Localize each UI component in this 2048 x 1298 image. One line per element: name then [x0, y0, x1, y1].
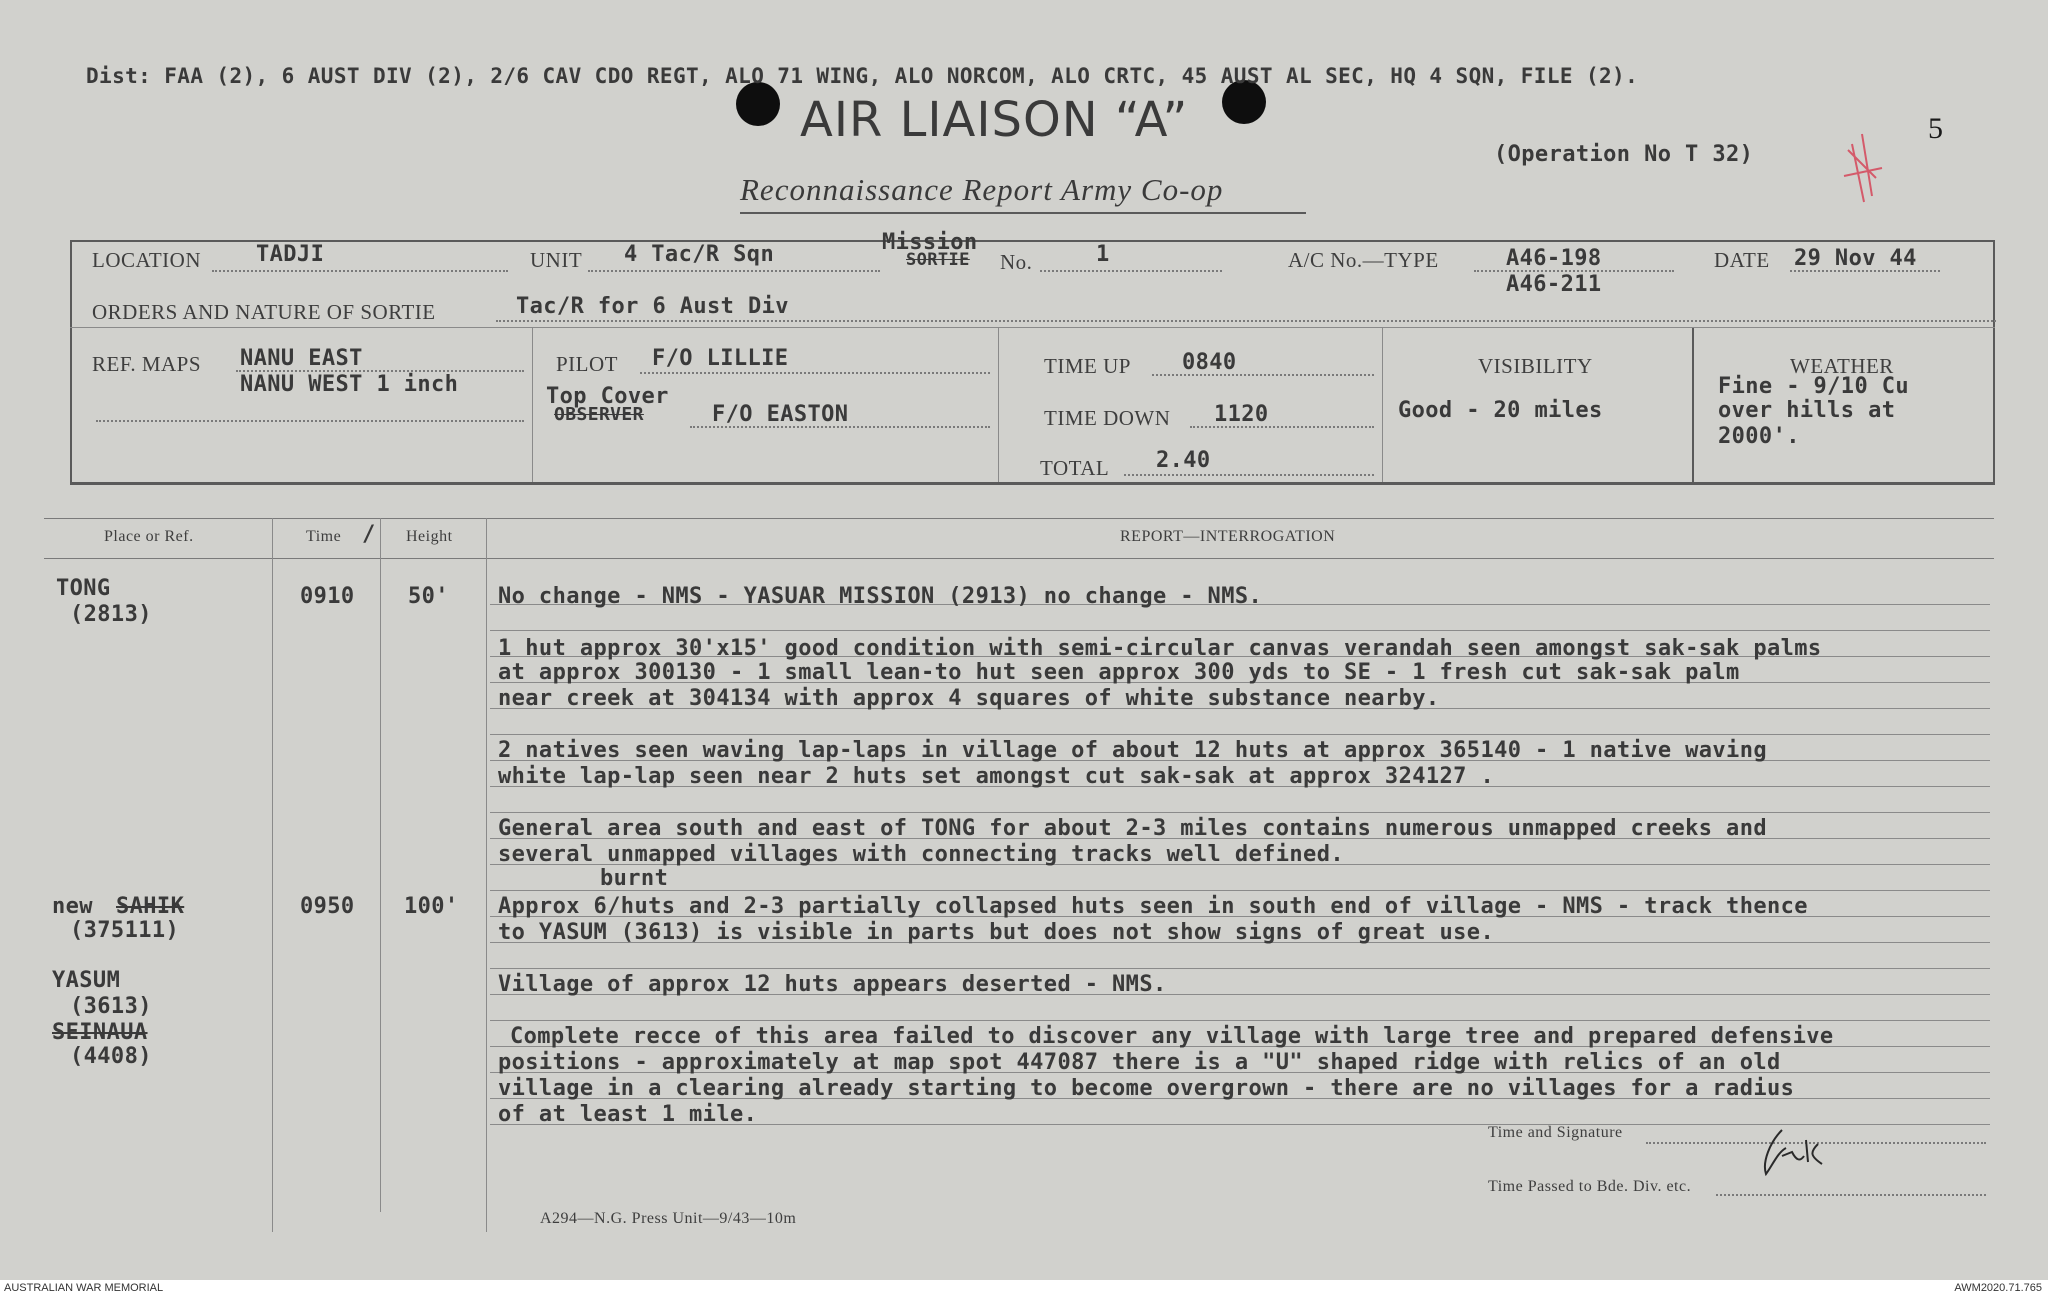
- ac-number-2: A46-211: [1506, 272, 1602, 297]
- header-col-4: [1692, 328, 1694, 482]
- location-label: LOCATION: [92, 248, 201, 272]
- report-line: near creek at 304134 with approx 4 squares of white substance nearby.: [498, 686, 1440, 711]
- weather-2: over hills at: [1718, 398, 1896, 423]
- date-value: 29 Nov 44: [1794, 246, 1917, 271]
- mission-no-label: No.: [1000, 250, 1033, 274]
- weather-3: 2000'.: [1718, 424, 1800, 449]
- report-insert-word: burnt: [600, 866, 669, 891]
- report-line: positions - approximately at map spot 447087 there is a "U" shaped ridge with relics of an old: [498, 1050, 1781, 1075]
- archive-footer: [0, 1280, 2048, 1298]
- unit-label: UNIT: [530, 248, 583, 272]
- col-place-header: Place or Ref.: [104, 528, 194, 545]
- orders-label: ORDERS AND NATURE OF SORTIE: [92, 300, 436, 324]
- report-rule: [490, 968, 1990, 969]
- place-name: TONG: [56, 576, 111, 601]
- report-line: several unmapped villages with connecting tracks well defined.: [498, 842, 1344, 867]
- header-box-top: [70, 240, 1995, 242]
- ref-maps-label: REF. MAPS: [92, 352, 202, 376]
- punch-hole-left: [736, 82, 780, 126]
- ref-maps-line-2: [96, 420, 524, 422]
- weather-1: Fine - 9/10 Cu: [1718, 374, 1910, 399]
- place-height: 100': [404, 894, 459, 919]
- body-col-place: [272, 518, 273, 1232]
- header-box-left: [70, 240, 72, 484]
- footer-right: AWM2020.71.765: [1954, 1282, 2042, 1294]
- report-line: Village of approx 12 huts appears deserted - NMS.: [498, 972, 1167, 997]
- ac-number-1: A46-198: [1506, 246, 1602, 271]
- place-ref: (375111): [70, 918, 180, 943]
- report-line: Complete recce of this area failed to discover any village with large tree and prepared defensive: [510, 1024, 1834, 1049]
- report-rule: [490, 630, 1990, 631]
- body-col-time: [380, 518, 381, 1212]
- ref-maps-2: NANU WEST 1 inch: [240, 372, 459, 397]
- orders-value: Tac/R for 6 Aust Div: [516, 294, 789, 319]
- place-time: 0910: [300, 584, 355, 609]
- body-header-rule: [44, 558, 1994, 559]
- report-line: white lap-lap seen near 2 huts set amongst cut sak-sak at approx 324127 .: [498, 764, 1495, 789]
- place-prefix: new: [52, 894, 93, 919]
- top-cover-label: Top Cover: [546, 384, 669, 409]
- place-height: 50': [408, 584, 449, 609]
- pilot-value: F/O LILLIE: [652, 346, 789, 371]
- ref-maps-line-1: [236, 370, 524, 372]
- mission-no-line: [1040, 270, 1222, 272]
- time-up-value: 0840: [1182, 350, 1237, 375]
- header-box-bottom: [70, 482, 1995, 485]
- mission-label: Mission: [882, 230, 978, 255]
- red-pencil-mark: [1836, 114, 1886, 206]
- col-time-header: Time: [306, 528, 342, 545]
- report-line: village in a clearing already starting to become overgrown - there are no villages for a radius: [498, 1076, 1795, 1101]
- unit-value: 4 Tac/R Sqn: [624, 242, 775, 267]
- subtitle-underline: [740, 212, 1306, 214]
- place-ref: (3613): [70, 994, 152, 1019]
- location-value: TADJI: [256, 242, 325, 267]
- report-rule: [490, 812, 1990, 813]
- report-line: 1 hut approx 30'x15' good condition with semi-circular canvas verandah seen amongst sak-sak palms: [498, 636, 1822, 661]
- report-line: of at least 1 mile.: [498, 1102, 758, 1127]
- total-line: [1124, 474, 1374, 476]
- report-line: General area south and east of TONG for about 2-3 miles contains numerous unmapped creeks and: [498, 816, 1767, 841]
- time-passed-line: [1716, 1194, 1986, 1196]
- ac-type-label: A/C No.—TYPE: [1288, 248, 1439, 272]
- observer-label: OBSERVER: [554, 404, 644, 425]
- report-line: at approx 300130 - 1 small lean-to hut seen approx 300 yds to SE - 1 fresh cut sak-sak palm: [498, 660, 1740, 685]
- time-down-value: 1120: [1214, 402, 1269, 427]
- ref-maps-1: NANU EAST: [240, 346, 363, 371]
- unit-line: [588, 270, 880, 272]
- place-name: YASUM: [52, 968, 121, 993]
- time-up-label: TIME UP: [1044, 354, 1131, 378]
- form-code: A294—N.G. Press Unit—9/43—10m: [540, 1210, 797, 1227]
- report-rule: [490, 1020, 1990, 1021]
- header-col-1: [532, 328, 533, 482]
- time-signature-label: Time and Signature: [1488, 1124, 1623, 1141]
- visibility-value: Good - 20 miles: [1398, 398, 1603, 423]
- report-line: No change - NMS - YASUAR MISSION (2913) no change - NMS.: [498, 584, 1263, 609]
- col-slash-header: /: [362, 522, 376, 547]
- location-line: [212, 270, 508, 272]
- distribution-list: Dist: FAA (2), 6 AUST DIV (2), 2/6 CAV CDO REGT, ALO 71 WING, ALO NORCOM, ALO CRTC, 45 AUST AL SEC, HQ 4 SQN, FILE (2).: [86, 64, 1639, 88]
- body-col-height: [486, 518, 487, 1232]
- report-rule: [490, 734, 1990, 735]
- observer-value: F/O EASTON: [712, 402, 849, 427]
- body-top-rule: [44, 518, 1994, 519]
- operation-number: (Operation No T 32): [1494, 142, 1754, 167]
- report-line: Approx 6/huts and 2-3 partially collapsed huts seen in south end of village - NMS - track thence: [498, 894, 1808, 919]
- col-height-header: Height: [406, 528, 453, 545]
- form-subtitle: Reconnaissance Report Army Co-op: [740, 172, 1224, 207]
- orders-line: [496, 320, 1996, 322]
- report-line: to YASUM (3613) is visible in parts but does not show signs of great use.: [498, 920, 1495, 945]
- mission-no-value: 1: [1096, 242, 1110, 267]
- date-label: DATE: [1714, 248, 1770, 272]
- report-rule: [490, 890, 1990, 891]
- header-divider: [70, 327, 1995, 328]
- form-title: AIR LIAISON “A”: [800, 92, 1189, 148]
- pilot-label: PILOT: [556, 352, 618, 376]
- time-passed-label: Time Passed to Bde. Div. etc.: [1488, 1178, 1692, 1195]
- place-time: 0950: [300, 894, 355, 919]
- pilot-line: [640, 372, 990, 374]
- place-name: SEINAUA: [52, 1020, 148, 1045]
- visibility-label: VISIBILITY: [1478, 354, 1593, 378]
- total-value: 2.40: [1156, 448, 1211, 473]
- time-down-label: TIME DOWN: [1044, 406, 1171, 430]
- total-label: TOTAL: [1040, 456, 1110, 480]
- header-col-2: [998, 328, 999, 482]
- place-ref: (4408): [70, 1044, 152, 1069]
- header-box-right: [1993, 240, 1995, 484]
- col-report-header: REPORT—INTERROGATION: [1120, 528, 1336, 545]
- footer-left: AUSTRALIAN WAR MEMORIAL: [4, 1282, 164, 1294]
- weather-label: WEATHER: [1790, 354, 1894, 378]
- page-number: 5: [1928, 112, 1943, 145]
- signature-initials: [1752, 1122, 1842, 1182]
- sortie-label: SORTIE: [906, 250, 970, 270]
- place-ref: (2813): [70, 602, 152, 627]
- place-name: SAHIK: [116, 894, 185, 919]
- header-col-3: [1382, 328, 1383, 482]
- report-line: 2 natives seen waving lap-laps in village of about 12 huts at approx 365140 - 1 native waving: [498, 738, 1767, 763]
